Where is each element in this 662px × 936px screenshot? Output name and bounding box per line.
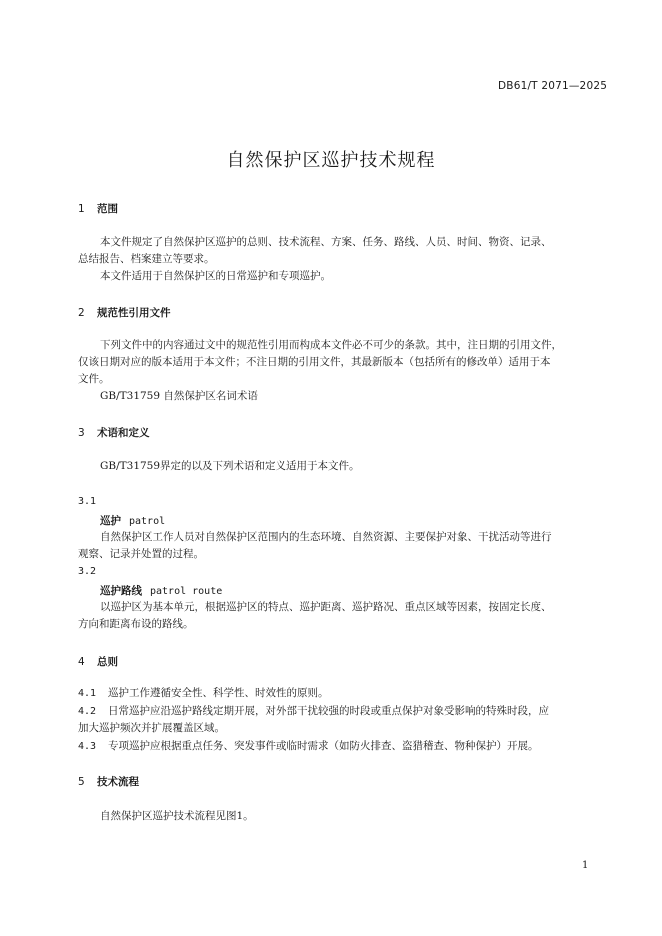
term-number: 3.1 [78,496,97,507]
term-definition-cont: 观察、记录并处置的过程。 [78,548,204,560]
section-number: 3 [78,427,85,439]
clause-4-2 [78,703,549,720]
paragraph-scope-2: 本文件适用于自然保护区的日常巡护和专项巡护。 [100,270,331,282]
term-definition: 以巡护区为基本单元，根据巡护区的特点、巡护距离、巡护路况、重点区域等因素，按固定长度、 [100,601,552,613]
section-heading-general [78,654,118,669]
section-number: 5 [78,776,85,788]
section-title: 范围 [97,203,118,215]
paragraph-scope-1: 本文件规定了自然保护区巡护的总则、技术流程、方案、任务、路线、人员、时间、物资、记录、 [100,236,552,248]
term-definition: 自然保护区工作人员对自然保护区范围内的生态环境、自然资源、主要保护对象、干扰活动等进行 [100,531,552,543]
term-name [100,583,222,598]
term-number: 3.2 [78,566,97,577]
header-standard-id: DB61/T 2071—2025 [498,80,608,92]
clause-number: 4.3 [78,741,97,752]
section-heading-scope [78,201,118,216]
section-title: 规范性引用文件 [97,307,171,319]
term-name-en: patrol [129,516,166,527]
term-name-cn: 巡护 [100,515,121,527]
clause-4-2-cont: 加大巡护频次并扩展覆盖区域。 [78,722,225,734]
paragraph-terms-intro: GB/T31759界定的以及下列术语和定义适用于本文件。 [100,460,360,472]
section-title: 总则 [97,656,118,668]
term-name-cn: 巡护路线 [100,585,142,597]
section-heading-process [78,774,139,789]
clause-number: 4.2 [78,706,97,717]
section-title: 术语和定义 [97,427,150,439]
section-number: 4 [78,656,85,668]
paragraph-references-3: 文件。 [78,373,110,385]
clause-4-1 [78,685,329,702]
clause-4-3 [78,738,539,755]
clause-text: 专项巡护应根据重点任务、突发事件或临时需求（如防火排查、盗猎稽查、物种保护）开展。 [108,740,539,752]
paragraph-scope-1-cont: 总结报告、档案建立等要求。 [78,253,215,265]
section-title: 技术流程 [97,776,139,788]
reference-item: GB/T31759 自然保护区名词术语 [100,390,258,402]
term-name [100,513,165,528]
page-title: 自然保护区巡护技术规程 [226,150,436,171]
page-number: 1 [582,860,589,871]
section-number: 2 [78,307,85,319]
clause-text: 巡护工作遵循安全性、科学性、时效性的原则。 [108,687,329,699]
section-heading-references [78,305,171,320]
paragraph-references-1: 下列文件中的内容通过文中的规范性引用而构成本文件必不可少的条款。其中，注日期的引用文件， [100,339,562,351]
paragraph-process: 自然保护区巡护技术流程见图1。 [100,810,254,822]
section-heading-terms [78,425,150,440]
clause-text: 日常巡护应沿巡护路线定期开展，对外部干扰较强的时段或重点保护对象受影响的特殊时段，应 [108,705,549,717]
section-number: 1 [78,203,85,215]
term-name-en: patrol route [150,586,223,597]
paragraph-references-2: 仅该日期对应的版本适用于本文件；不注日期的引用文件，其最新版本（包括所有的修改单）适用于本 [78,356,551,368]
clause-number: 4.1 [78,688,97,699]
term-definition-cont: 方向和距离布设的路线。 [78,618,194,630]
